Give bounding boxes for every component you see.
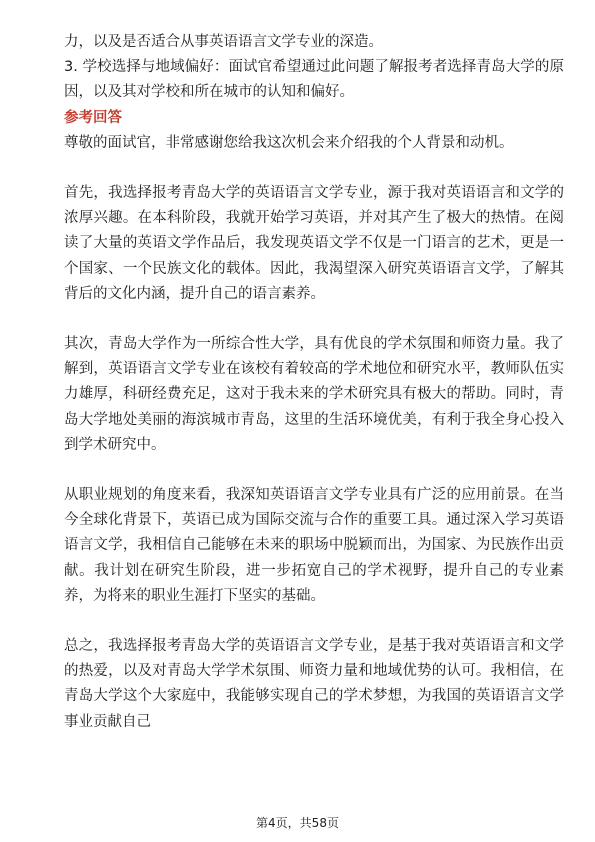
paragraph-gap <box>64 458 564 483</box>
page-content <box>64 30 564 735</box>
intro-item-3: 3. 学校选择与地域偏好：面试官希望通过此问题了解报考者选择青岛大学的原因，以及其对学校和所在城市的认知和偏好。 <box>64 59 564 101</box>
answer-paragraph-4: 总之，我选择报考青岛大学的英语语言文学专业，是基于我对英语语言和文学的热爱，以及对青岛大学学术氛围、师资力量和地域优势的认可。我相信，在青岛大学这个大家庭中，我能够实现自己的学术梦想，为我国的英语语言文学事业贡献自己 <box>64 638 564 730</box>
paragraph-gap <box>64 307 564 332</box>
answer-paragraph-3: 从职业规划的角度来看，我深知英语语言文学专业具有广泛的应用前景。在当今全球化背景下，英语已成为国际交流与合作的重要工具。通过深入学习英语语言文学，我相信自己能够在未来的职场中脱颖而出，为国家、为民族作出贡献。我计划在研究生阶段，进一步拓宽自己的学术视野，提升自己的专业素养，为将来的职业生涯打下坚实的基础。 <box>64 487 564 604</box>
paragraph-gap <box>64 156 564 181</box>
answer-greeting: 尊敬的面试官，非常感谢您给我这次机会来介绍我的个人背景和动机。 <box>64 134 514 151</box>
answer-paragraph-1: 首先，我选择报考青岛大学的英语语言文学专业，源于我对英语语言和文学的浓厚兴趣。在本科阶段，我就开始学习英语，并对其产生了极大的热情。在阅读了大量的英语文学作品后，我发现英语文学不仅是一门语言的艺术，更是一个国家、一个民族文化的载体。因此，我渴望深入研究英语语言文学，了解其背后的文化内涵，提升自己的语言素养。 <box>64 185 564 302</box>
page-number-footer: 第4页，共58页 <box>256 816 339 830</box>
answer-paragraph-2: 其次，青岛大学作为一所综合性大学，具有优良的学术氛围和师资力量。我了解到，英语语言文学专业在该校有着较高的学术地位和研究水平，教师队伍实力雄厚，科研经费充足，这对于我未来的学术研究具有极大的帮助。同时，青岛大学地处美丽的海滨城市青岛，这里的生活环境优美，有利于我全身心投入到学术研究中。 <box>64 336 564 453</box>
intro-line-continuation: 力，以及是否适合从事英语语言文学专业的深造。 <box>64 34 383 50</box>
paragraph-gap <box>64 609 564 634</box>
reference-answer-heading: 参考回答 <box>64 109 122 126</box>
